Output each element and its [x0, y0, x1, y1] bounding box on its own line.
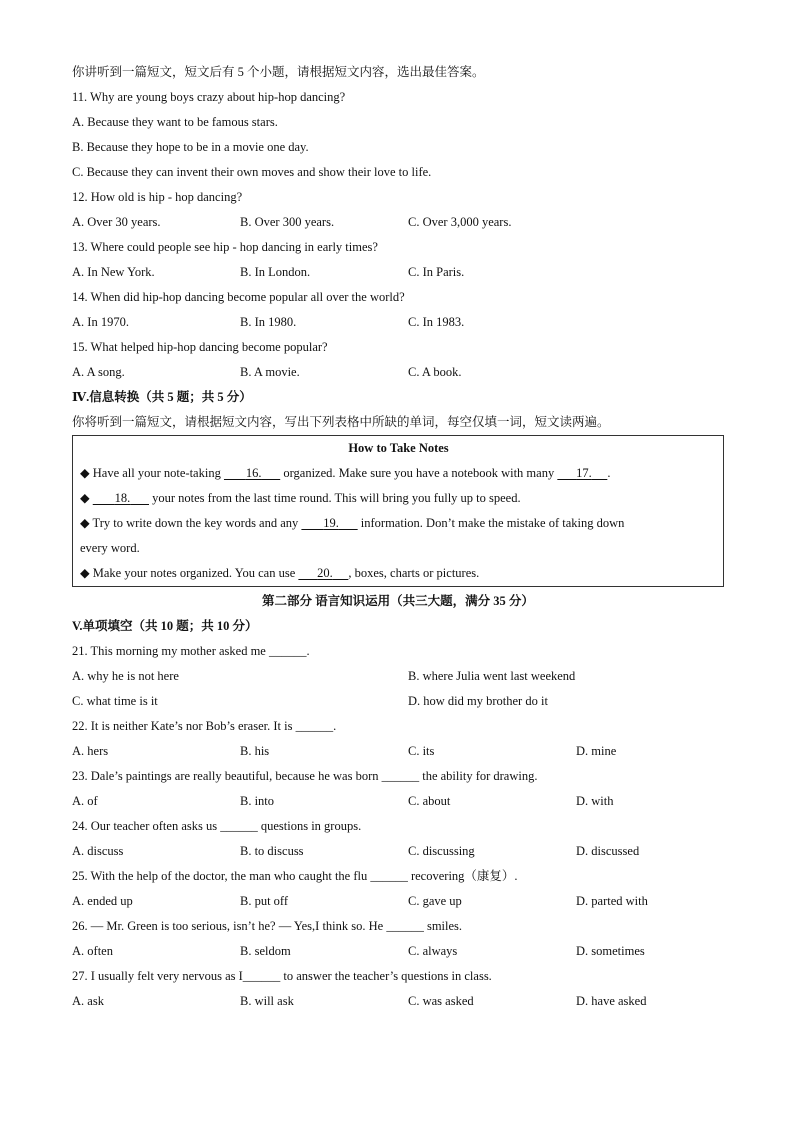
- question-stem: 22. It is neither Kate’s nor Bob’s eraser. It is ______.: [72, 719, 337, 733]
- blank-17[interactable]: 17.: [576, 466, 592, 480]
- option: D. parted with: [576, 894, 648, 908]
- option: B. will ask: [240, 994, 294, 1008]
- option: C. Because they can invent their own moves and show their love to life.: [72, 165, 432, 179]
- option: D. sometimes: [576, 944, 645, 958]
- option: B. Over 300 years.: [240, 215, 335, 229]
- option: A. Because they want to be famous stars.: [72, 115, 278, 129]
- question-stem: 11. Why are young boys crazy about hip-hop dancing?: [72, 90, 346, 104]
- option: B. In 1980.: [240, 315, 297, 329]
- options-row: [72, 889, 724, 914]
- options-row: [72, 664, 724, 689]
- option: A. discuss: [72, 844, 124, 858]
- option: C. Over 3,000 years.: [408, 215, 512, 229]
- part-heading: 第二部分 语言知识运用（共三大题，满分 35 分）: [262, 594, 534, 608]
- option: B. seldom: [240, 944, 291, 958]
- option: A. why he is not here: [72, 669, 179, 683]
- question-stem: 15. What helped hip-hop dancing become popular?: [72, 340, 328, 354]
- exam-page: [72, 60, 724, 1014]
- table-line: every word.: [80, 541, 140, 555]
- listening-intro: 你讲听到一篇短文，短文后有 5 个小题，请根据短文内容，选出最佳答案。: [72, 65, 485, 79]
- option: B. put off: [240, 894, 289, 908]
- question-stem: 12. How old is hip - hop dancing?: [72, 190, 243, 204]
- option: C. In Paris.: [408, 265, 465, 279]
- question-stem: 27. I usually felt very nervous as I______ to answer the teacher’s questions in class.: [72, 969, 492, 983]
- options-row: [72, 260, 724, 285]
- options-row: [72, 310, 724, 335]
- option: C. about: [408, 794, 451, 808]
- option: C. was asked: [408, 994, 474, 1008]
- table-line: ◆ 18. your notes from the last time round. This will bring you fully up to speed.: [80, 486, 717, 511]
- option: C. discussing: [408, 844, 475, 858]
- option: B. to discuss: [240, 844, 304, 858]
- option: C. always: [408, 944, 458, 958]
- option: B. Because they hope to be in a movie one day.: [72, 140, 309, 154]
- blank-18[interactable]: 18.: [114, 491, 131, 505]
- section-heading: V.单项填空（共 10 题；共 10 分）: [72, 619, 258, 633]
- option: A. of: [72, 794, 98, 808]
- option: A. Over 30 years.: [72, 215, 161, 229]
- section-heading: Ⅳ.信息转换（共 5 题；共 5 分）: [72, 390, 252, 404]
- option: D. discussed: [576, 844, 640, 858]
- option: A. hers: [72, 744, 109, 758]
- option: D. mine: [576, 744, 617, 758]
- option: C. A book.: [408, 365, 462, 379]
- blank-16[interactable]: 16.: [245, 466, 262, 480]
- option: B. In London.: [240, 265, 311, 279]
- question-stem: 21. This morning my mother asked me ______.: [72, 644, 310, 658]
- table-line: ◆ Have all your note-taking 16. organized. Make sure you have a notebook with many 17. .: [80, 461, 717, 486]
- option: D. how did my brother do it: [408, 694, 548, 708]
- option: B. into: [240, 794, 275, 808]
- option: A. In New York.: [72, 265, 155, 279]
- options-row: [72, 210, 724, 235]
- option: C. In 1983.: [408, 315, 465, 329]
- option: D. have asked: [576, 994, 647, 1008]
- table-line: ◆ Make your notes organized. You can use 20. , boxes, charts or pictures.: [80, 561, 717, 586]
- option: A. often: [72, 944, 113, 958]
- blank-19[interactable]: 19.: [323, 516, 339, 530]
- options-row: [72, 939, 724, 964]
- options-row: [72, 839, 724, 864]
- option: A. ended up: [72, 894, 133, 908]
- options-row: [72, 360, 724, 385]
- blank-20[interactable]: 20.: [317, 566, 333, 580]
- options-row: [72, 739, 724, 764]
- table-line: ◆ Try to write down the key words and any 19. information. Don’t make the mistake of taking down: [80, 511, 717, 536]
- option: D. with: [576, 794, 614, 808]
- question-stem: 24. Our teacher often asks us ______ questions in groups.: [72, 819, 362, 833]
- option: A. In 1970.: [72, 315, 129, 329]
- question-stem: 13. Where could people see hip - hop dancing in early times?: [72, 240, 378, 254]
- option: A. A song.: [72, 365, 125, 379]
- option: A. ask: [72, 994, 104, 1008]
- option: C. gave up: [408, 894, 462, 908]
- question-stem: 25. With the help of the doctor, the man who caught the flu ______ recovering（康复）.: [72, 869, 518, 883]
- question-stem: 26. — Mr. Green is too serious, isn’t he? — Yes,I think so. He ______ smiles.: [72, 919, 463, 933]
- question-stem: 14. When did hip-hop dancing become popular all over the world?: [72, 290, 405, 304]
- options-row: [72, 789, 724, 814]
- section-intro: 你将听到一篇短文，请根据短文内容，写出下列表格中所缺的单词，每空仅填一词，短文读两遍。: [72, 415, 610, 429]
- option: C. its: [408, 744, 435, 758]
- option: B. A movie.: [240, 365, 300, 379]
- question-stem: 23. Dale’s paintings are really beautiful, because he was born ______ the ability for drawing.: [72, 769, 538, 783]
- options-row: [72, 689, 724, 714]
- table-title: How to Take Notes: [348, 441, 449, 455]
- option: B. where Julia went last weekend: [408, 669, 576, 683]
- notes-table: [72, 435, 724, 587]
- options-row: [72, 989, 724, 1014]
- option: B. his: [240, 744, 270, 758]
- option: C. what time is it: [72, 694, 158, 708]
